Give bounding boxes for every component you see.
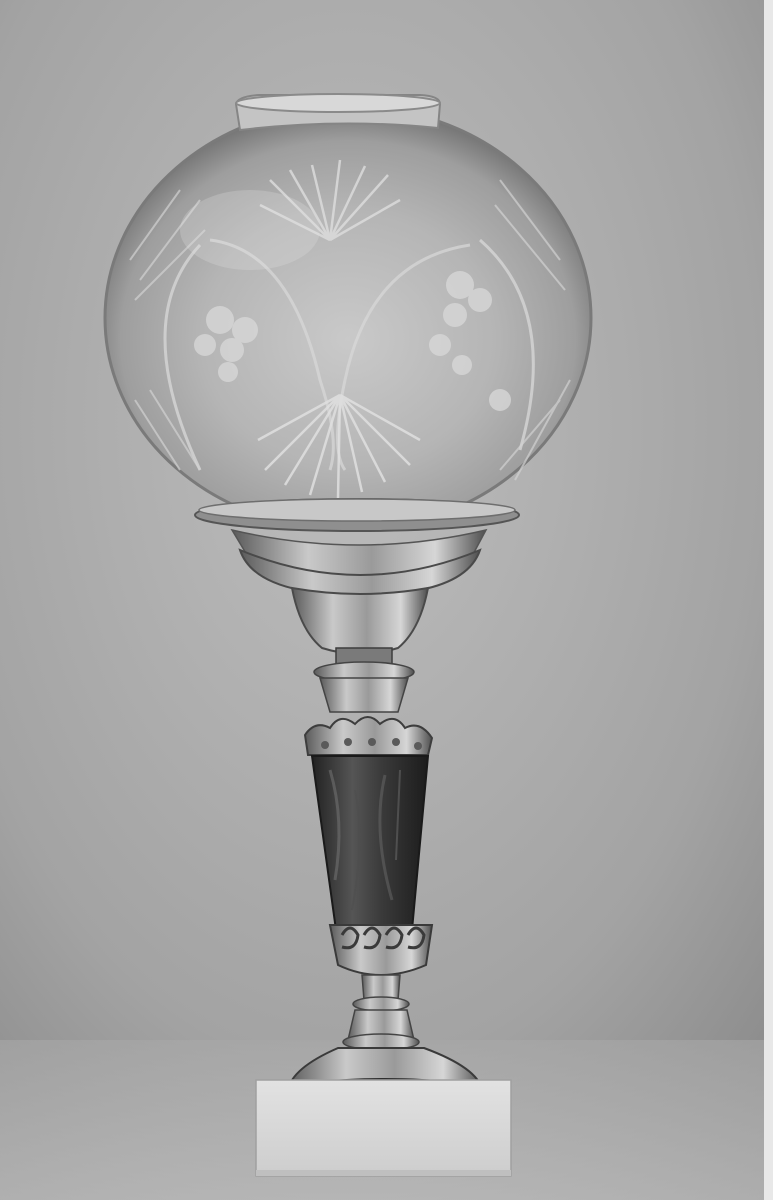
marble-plinth: [256, 1080, 511, 1176]
lower-scroll-mount: [330, 925, 432, 975]
photo-edge: [764, 0, 773, 1200]
